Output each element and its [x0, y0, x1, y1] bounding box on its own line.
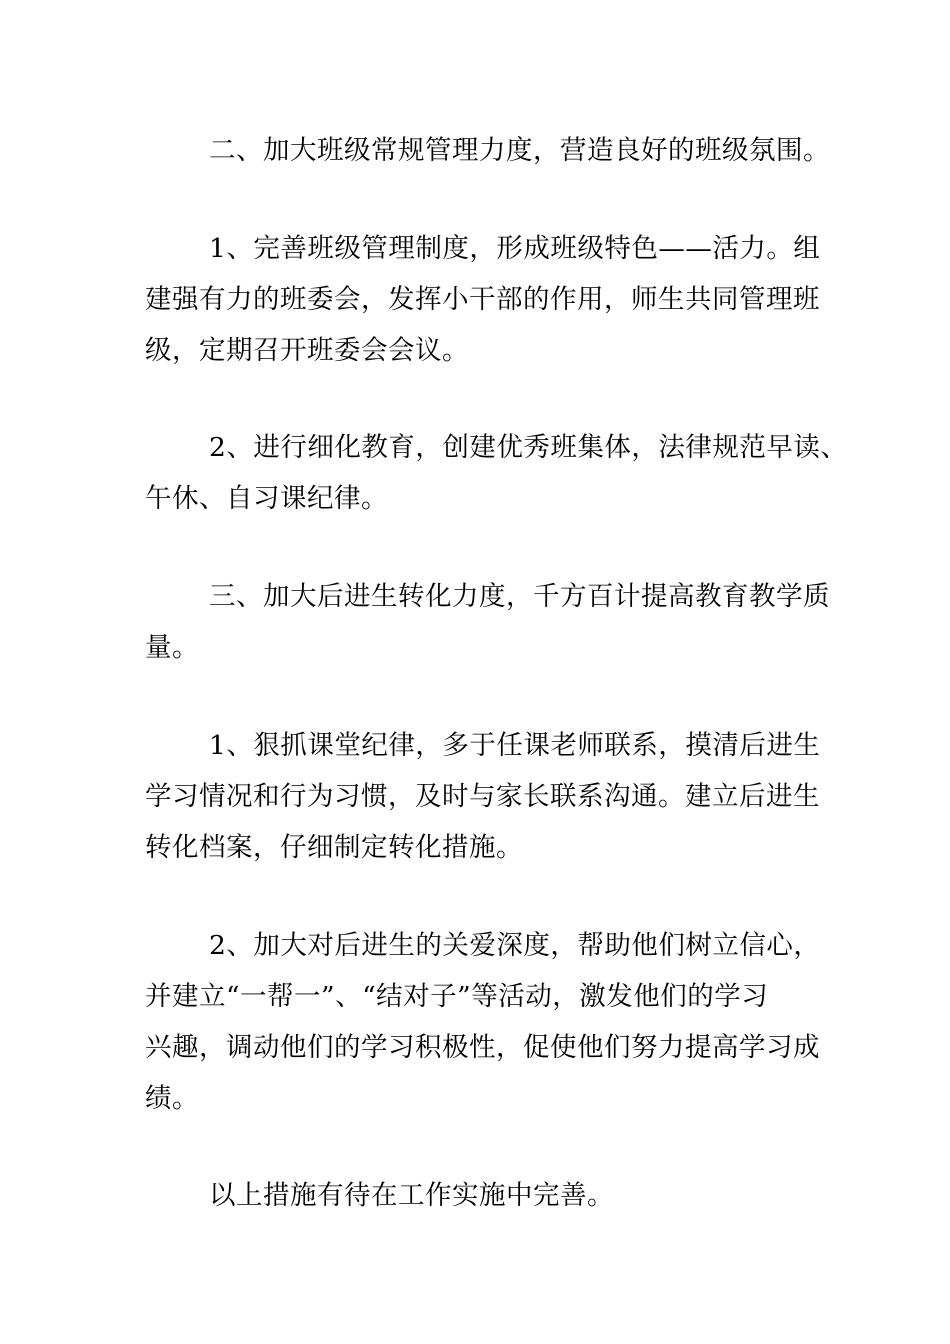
- paragraph-care-for-students: [145, 920, 825, 1124]
- text-line: 1、完善班级管理制度，形成班级特色——活力。组: [209, 233, 821, 264]
- paragraph-class-management-system: [145, 223, 825, 376]
- text-line: 2、加大对后进生的关爱深度，帮助他们树立信心，: [209, 930, 821, 961]
- text-line: 建强有力的班委会，发挥小干部的作用，师生共同管理班: [145, 284, 820, 315]
- text-line: 午休、自习课纪律。: [145, 483, 388, 514]
- paragraph-detailed-education: [145, 422, 848, 524]
- text-line: 2、进行细化教育，创建优秀班集体，法律规范早读、: [209, 432, 848, 463]
- text-line: 二、加大班级常规管理力度，营造良好的班级氛围。: [209, 135, 830, 166]
- closing-paragraph: [145, 1170, 825, 1221]
- section-heading-3: [145, 571, 830, 673]
- text-line: 量。: [145, 632, 199, 663]
- text-line: 兴趣，调动他们的学习积极性，促使他们努力提高学习成: [145, 1032, 820, 1063]
- text-line: 三、加大后进生转化力度，千方百计提高教育教学质: [209, 581, 830, 612]
- text-line: 级，定期召开班委会会议。: [145, 335, 469, 366]
- text-line: 学习情况和行为习惯，及时与家长联系沟通。建立后进生: [145, 781, 820, 812]
- text-line: 并建立“一帮一”、“结对子”等活动，激发他们的学习: [145, 981, 769, 1012]
- text-line: 转化档案，仔细制定转化措施。: [145, 832, 523, 863]
- text-line: 以上措施有待在工作实施中完善。: [209, 1180, 614, 1211]
- text-line: 绩。: [145, 1083, 199, 1114]
- text-line: 1、狠抓课堂纪律，多于任课老师联系，摸清后进生: [209, 730, 821, 761]
- paragraph-classroom-discipline: [145, 720, 825, 873]
- section-heading-2: [145, 125, 830, 176]
